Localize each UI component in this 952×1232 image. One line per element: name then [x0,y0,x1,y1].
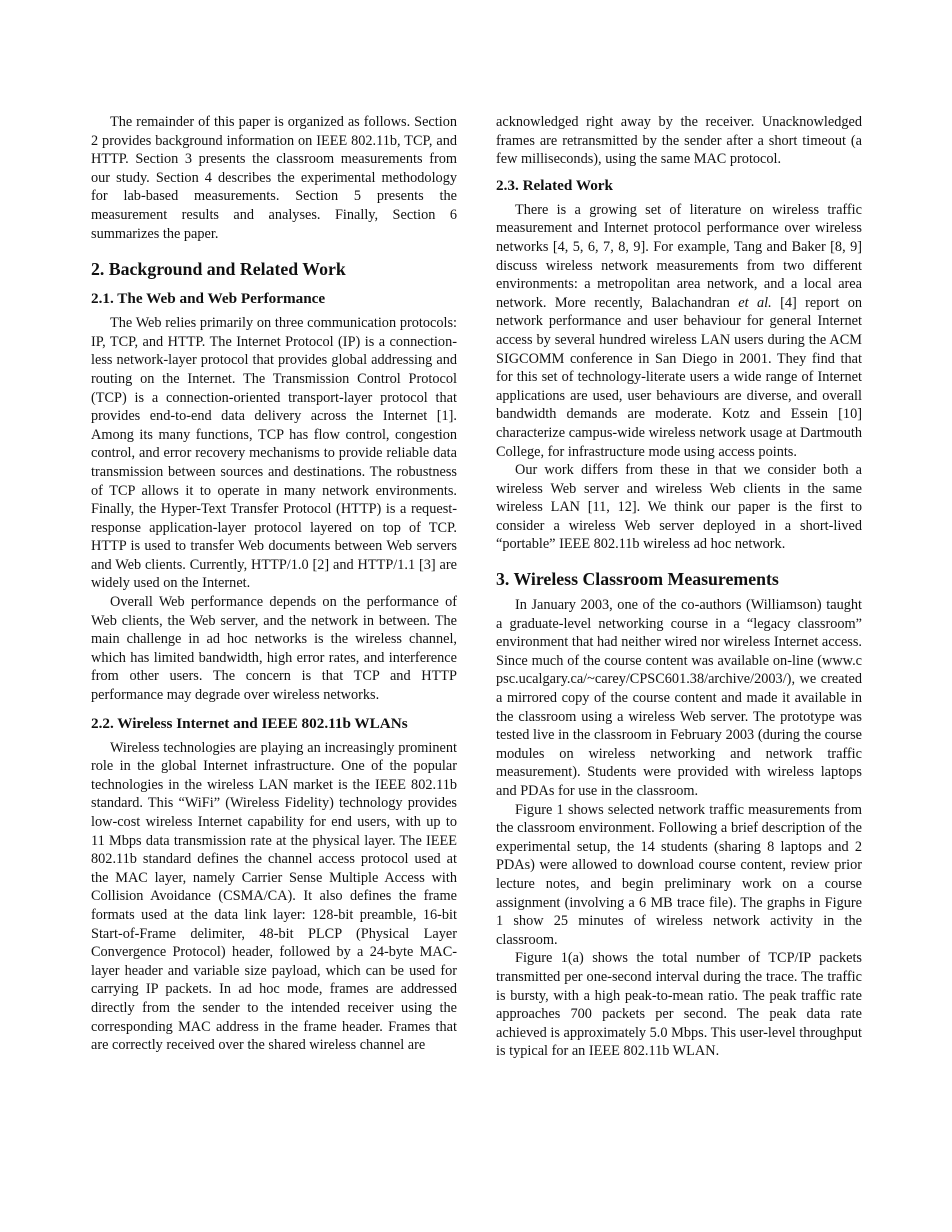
section-2-2-paragraph-1: Wireless technologies are playing an increasingly prominent role in the global Internet infrastructure. One of the popular technologies in the wireless LAN market is the IEEE 802.11b standard. This “WiFi” (Wireless Fidelity) technology provides low-cost wireless Internet capability for end users, with up to 11 Mbps data transmission rate at the physical layer. The IEEE 802.11b standard defines the channel access protocol used at the MAC layer, namely Carrier Sense Multiple Access with Collision Avoidance (CSMA/CA). It also defines the frame formats used at the data link layer: 128-bit preamble, 16-bit Start-of-Frame delimiter, 48-bit PLCP (Physical Layer Convergence Protocol) header, followed by a 24-byte MAC-layer header and variable size payload, which can be used for carrying IP packets. In ad hoc mode, frames are addressed directly from the sender to the intended receiver using the corresponding MAC address in the frame header. Frames that are correctly received over the shared wireless channel are [91,739,457,1054]
section-3-text-b: we created a mirrored copy of the course content and made it available in the classroom using a wireless Web server. The prototype was tested live in the classroom in February 2003 (during the course modules on wireless networking and network traffic measurement). Students were provided with wireless laptops and PDAs for use in the classroom. [496,671,862,799]
intro-paragraph: The remainder of this paper is organized as follows. Section 2 provides background information on IEEE 802.11b, TCP, and HTTP. Section 3 presents the classroom measurements from our study. Section 4 describes the experimental methodology for lab-based measurements. Section 5 presents the measurement results and analyses. Finally, Section 6 summarizes the paper. [91,114,457,242]
section-2-heading: 2. Background and Related Work [91,259,346,280]
section-3-paragraph-3: Figure 1(a) shows the total number of TCP/IP packets transmitted per one-second interval during the trace. The traffic is bursty, with a high peak-to-mean ratio. The peak traffic rate approaches 700 packets per second. The peak data rate achieved is approximately 5.0 Mbps. This user-level throughput is typical for an IEEE 802.11b WLAN. [496,950,862,1060]
section-3-paragraph-2: Figure 1 shows selected network traffic measurements from the classroom environment. Following a brief description of the experimental setup, the 14 students (sharing 8 laptops and 2 PDAs) were allowed to download course content, review prior lecture notes, and begin preliminary work on a course assignment (involving a 6 MB trace file). The graphs in Figure 1 show 25 minutes of wireless network activity in the classroom. [496,801,862,948]
section-2-3-paragraph-1 [496,201,862,461]
section-2-1-paragraph-1: The Web relies primarily on three communication protocols: IP, TCP, and HTTP. The Internet Protocol (IP) is a connection-less network-layer protocol that provides global addressing and routing on the Internet. The Transmission Control Protocol (TCP) is a connection-oriented transport-layer protocol that provides end-to-end data delivery across the Internet [1]. Among its many functions, TCP has flow control, congestion control, and error recovery mechanisms to provide reliable data transmission between sources and destinations. The robustness of TCP allows it to operate in many network environments. Finally, the Hyper-Text Transfer Protocol (HTTP) is a request-response application-layer protocol layered on top of TCP. HTTP is used to transfer Web documents between Web servers and Web clients. Currently, HTTP/1.0 [2] and HTTP/1.1 [3] are widely used on the Internet. [91,315,457,592]
section-2-3-text-b: [4] report on network performance and user behaviour for general Internet access by several hundred wireless LAN users during the ACM SIGCOMM conference in San Diego in 2001. They find that for this set of technology-literate users a wide range of Internet applications are used, user behaviours are diverse, and overall bandwidth demands are moderate. Kotz and Essein [10] characterize campus-wide wireless network usage at Dartmouth College, for infrastructure mode using access points. [496,294,863,460]
course-url: (www.cpsc.ucalgary.ca/~carey/CPSC601.38/archive/2003/), [496,652,862,688]
section-2-3-paragraph-2: Our work differs from these in that we consider both a wireless Web server and wireless Web clients in the same wireless LAN [11, 12]. We think our paper is the first to consider a wireless Web server deployed in a short-lived “portable” IEEE 802.11b wireless ad hoc network. [496,462,862,553]
left-column [91,113,457,1055]
section-2-2-heading: 2.2. Wireless Internet and IEEE 802.11b WLANs [91,714,408,732]
section-3-paragraph-1 [496,596,862,801]
continued-paragraph: acknowledged right away by the receiver. Unacknowledged frames are retransmitted by the sender after a short timeout (a few milliseconds), using the same MAC protocol. [496,114,862,168]
et-al: et al. [738,294,772,311]
section-2-1-heading: 2.1. The Web and Web Performance [91,290,326,308]
right-column [496,113,862,1061]
section-2-3-text-a: There is a growing set of literature on wireless traffic measurement and Internet protocol performance over wireless networks [4, 5, 6, 7, 8, 9]. For example, Tang and Baker [8, 9] discuss wireless network measurements from two different environments: a metropolitan area network, and a local area network. More recently, Balachandran [496,201,862,311]
section-2-3-heading: 2.3. Related Work [496,176,613,194]
section-3-heading: 3. Wireless Classroom Measurements [496,569,779,590]
section-2-1-paragraph-2: Overall Web performance depends on the performance of Web clients, the Web server, and the network in between. The main challenge in ad hoc networks is the wireless channel, which has limited bandwidth, high error rates, and interference from other users. The concern is that TCP and HTTP performance may degrade over wireless networks. [91,594,457,704]
section-3-text-a: In January 2003, one of the co-authors (Williamson) taught a graduate-level networking course in a “legacy classroom” environment that had neither wired nor wireless Internet access. Since much of the course content was available on-line [496,597,862,669]
